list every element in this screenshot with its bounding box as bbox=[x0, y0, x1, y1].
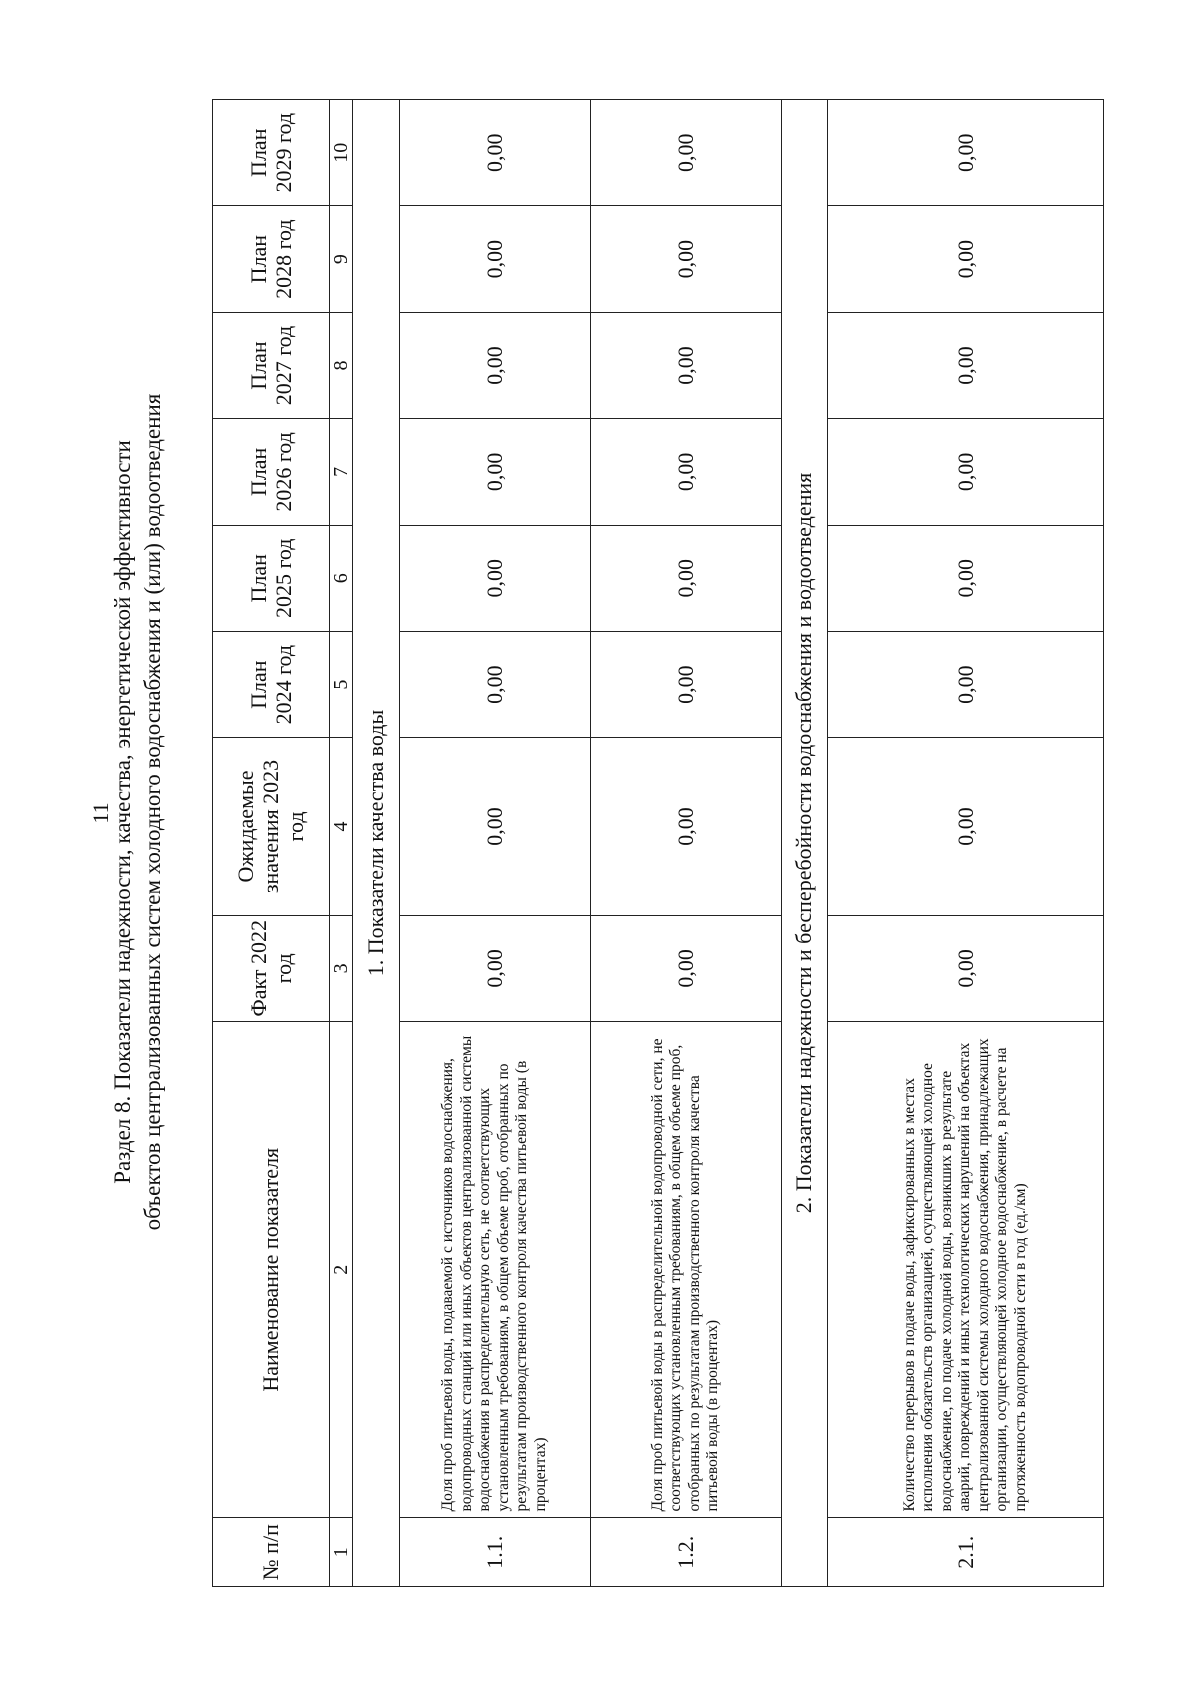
header-row bbox=[213, 100, 330, 1587]
value-cell: 0,00 bbox=[590, 631, 781, 737]
column-number: 8 bbox=[329, 312, 352, 418]
indicator-name: Доля проб питьевой воды в распределительной водопроводной сети, не соответствующих установленным требованиям, в общем объеме проб, отобранных по результатам производственного контроля качества питьевой воды (в процентах) bbox=[590, 1022, 781, 1518]
value-cell: 0,00 bbox=[828, 419, 1104, 525]
indicator-name: Доля проб питьевой воды, подаваемой с источников водоснабжения, водопроводных станций или иных объектов централизованной системы водоснабжения в распределительную сеть, не соответствующих установленным требованиям, в общем объеме проб, отобранных по результатам производственного контроля качества питьевой воды (в процентах) bbox=[399, 1022, 590, 1518]
section-title bbox=[83, 140, 193, 1484]
header-no: № п/п bbox=[213, 1518, 330, 1587]
value-cell: 0,00 bbox=[590, 525, 781, 631]
column-number: 3 bbox=[329, 915, 352, 1021]
header-expected-2023: Ожидаемые значения 2023 год bbox=[213, 738, 330, 915]
value-cell: 0,00 bbox=[828, 631, 1104, 737]
section-row-2 bbox=[781, 100, 828, 1587]
header-plan-2024: План 2024 год bbox=[213, 631, 330, 737]
row-number: 2.1. bbox=[828, 1518, 1104, 1587]
section-row-1 bbox=[353, 100, 400, 1587]
column-number: 10 bbox=[329, 100, 352, 206]
value-cell: 0,00 bbox=[399, 419, 590, 525]
value-cell: 0,00 bbox=[399, 206, 590, 312]
value-cell: 0,00 bbox=[399, 915, 590, 1021]
value-cell: 0,00 bbox=[399, 312, 590, 418]
value-cell: 0,00 bbox=[590, 915, 781, 1021]
value-cell: 0,00 bbox=[828, 100, 1104, 206]
column-number: 2 bbox=[329, 1022, 352, 1518]
value-cell: 0,00 bbox=[399, 738, 590, 915]
title-line-1: Раздел 8. Показатели надежности, качества, энергетической эффективности bbox=[110, 440, 135, 1184]
value-cell: 0,00 bbox=[828, 525, 1104, 631]
header-plan-2029: План 2029 год bbox=[213, 100, 330, 206]
value-cell: 0,00 bbox=[828, 738, 1104, 915]
value-cell: 0,00 bbox=[590, 206, 781, 312]
header-plan-2028: План 2028 год bbox=[213, 206, 330, 312]
value-cell: 0,00 bbox=[399, 100, 590, 206]
table-row bbox=[399, 100, 590, 1587]
column-number: 5 bbox=[329, 631, 352, 737]
header-plan-2027: План 2027 год bbox=[213, 312, 330, 418]
header-fact-2022: Факт 2022 год bbox=[213, 915, 330, 1021]
column-number: 6 bbox=[329, 525, 352, 631]
indicator-name: Количество перерывов в подаче воды, зафиксированных в местах исполнения обязательств организацией, осуществляющей холодное водоснабжение, по подаче холодной воды, возникших в результате аварий, повреждений и иных технологических нарушений на объектах централизованной системы холодного водоснабжения, принадлежащих организации, осуществляющей холодное водоснабжение, в расчете на протяженность водопроводной сети в год (ед./км) bbox=[828, 1022, 1104, 1518]
value-cell: 0,00 bbox=[828, 915, 1104, 1021]
value-cell: 0,00 bbox=[590, 419, 781, 525]
header-name: Наименование показателя bbox=[213, 1022, 330, 1518]
value-cell: 0,00 bbox=[590, 100, 781, 206]
row-number: 1.1. bbox=[399, 1518, 590, 1587]
column-number-row bbox=[329, 100, 352, 1587]
value-cell: 0,00 bbox=[828, 206, 1104, 312]
title-line-2: объектов централизованных систем холодного водоснабжения и (или) водоотведения bbox=[140, 393, 165, 1231]
column-number: 4 bbox=[329, 738, 352, 915]
value-cell: 0,00 bbox=[590, 312, 781, 418]
column-number: 9 bbox=[329, 206, 352, 312]
value-cell: 0,00 bbox=[590, 738, 781, 915]
section-heading-water-quality: 1. Показатели качества воды bbox=[353, 100, 400, 1587]
indicators-table-container bbox=[212, 99, 1104, 1587]
table-row bbox=[828, 100, 1104, 1587]
value-cell: 0,00 bbox=[828, 312, 1104, 418]
page-number: 11 bbox=[88, 802, 113, 824]
value-cell: 0,00 bbox=[399, 631, 590, 737]
section-heading-reliability: 2. Показатели надежности и бесперебойности водоснабжения и водоотведения bbox=[781, 100, 828, 1587]
column-number: 1 bbox=[329, 1518, 352, 1587]
indicators-table bbox=[212, 99, 1104, 1587]
value-cell: 0,00 bbox=[399, 525, 590, 631]
column-number: 7 bbox=[329, 419, 352, 525]
row-number: 1.2. bbox=[590, 1518, 781, 1587]
header-plan-2026: План 2026 год bbox=[213, 419, 330, 525]
table-row bbox=[590, 100, 781, 1587]
header-plan-2025: План 2025 год bbox=[213, 525, 330, 631]
